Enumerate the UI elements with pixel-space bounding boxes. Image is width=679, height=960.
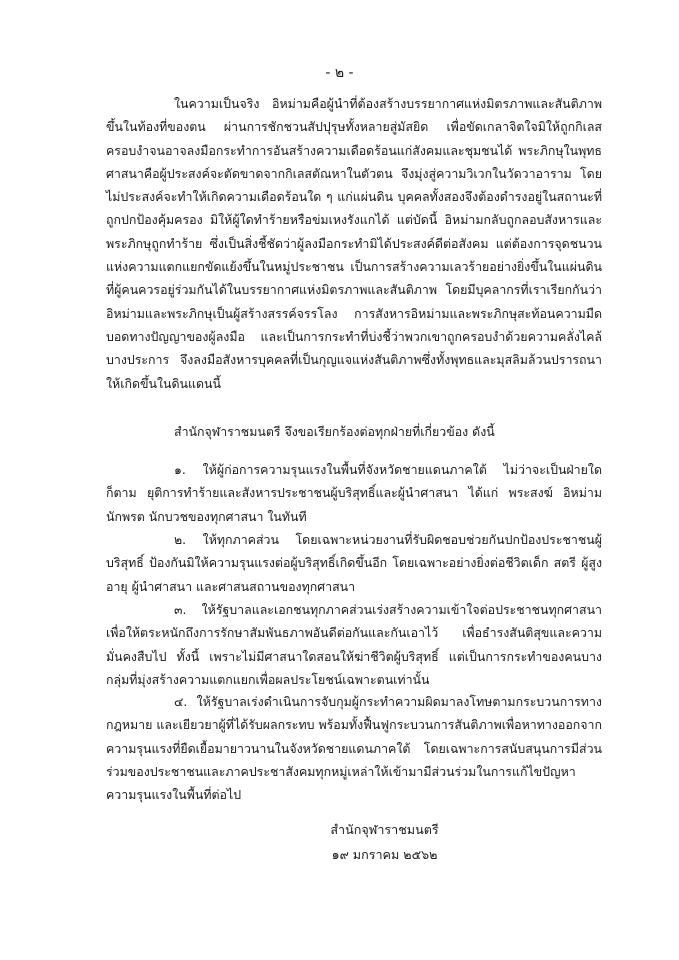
demand-item-4: ๔. ให้รัฐบาลเร่งดำเนินการจับกุมผู้กระทำความผิดมาลงโทษตามกระบวนการทางกฎหมาย และเยียวยาผู้ที่ได้รับผลกระทบ พร้อมทั้งฟื้นฟูกระบวนการสันติภาพเพื่อหาทางออกจากความรุนแรงที่ยืดเยื้อมายาวนานในจังหวัดชายแดนภาคใต้ โดยเฉพาะการสนับสนุนการมีส่วนร่วมของประชาชนและภาคประชาสังคมทุกหมู่เหล่าให้เข้ามามีส่วนร่วมในการแก้ไขปัญหาความรุนแรงในพื้นที่ต่อไป (106, 694, 602, 803)
demand-item-2: ๒. ให้ทุกภาคส่วน โดยเฉพาะหน่วยงานที่รับผิดชอบช่วยกันปกป้องประชาชนผู้บริสุทธิ์ ป้องกันมิให้ความรุนแรงต่อผู้บริสุทธิ์เกิดขึ้นอีก โดยเฉพาะอย่างยิ่งต่อชีวิตเด็ก สตรี ผู้สูงอายุ ผู้นำศาสนา และศาสนสถานของทุกศาสนา (106, 532, 602, 594)
call-section (106, 420, 602, 443)
signature-org: สำนักจุฬาราชมนตรี (330, 822, 439, 837)
intro-paragraph: ในความเป็นจริง อิหม่ามคือผู้นำที่ต้องสร้างบรรยากาศแห่งมิตรภาพและสันติภาพขึ้นในท้องที่ของตน ผ่านการชักชวนสัปปุรุษทั้งหลายสู่มัสยิด เพื่อขัดเกลาจิตใจมิให้ถูกกิเลสครอบงำจนอาจลงมือกระทำการอันสร้างความเดือดร้อนแก่สังคมและชุมชนได้ พระภิกษุในพุทธศาสนาคือผู้ประสงค์จะตัดขาดจากกิเลสตัณหาในตัวตน จึงมุ่งสู่ความวิเวกในวัดวาอาราม โดยไม่ประสงค์จะทำให้เกิดความเดือดร้อนใด ๆ แก่แผ่นดิน บุคคลทั้งสองจึงต้องดำรงอยู่ในสถานะที่ถูกปกป้องคุ้มครอง มิให้ผู้ใดทำร้ายหรือข่มเหงรังแกได้ แต่บัดนี้ อิหม่ามกลับถูกลอบสังหารและพระภิกษุถูกทำร้าย ซึ่งเป็นสิ่งชี้ชัดว่าผู้ลงมือกระทำมิได้ประสงค์ดีต่อสังคม แต่ต้องการจุดชนวนแห่งความแตกแยกขัดแย้งขึ้นในหมู่ประชาชน เป็นการสร้างความเลวร้ายอย่างยิ่งขึ้นในแผ่นดินที่ผู้คนควรอยู่ร่วมกันได้ในบรรยากาศแห่งมิตรภาพและสันติภาพ โดยมีบุคลากรที่เราเรียกกันว่า อิหม่ามและพระภิกษุเป็นผู้สร้างสรรค์จรรโลง การสังหารอิหม่ามและพระภิกษุสะท้อนความมืดบอดทางปัญญาของผู้ลงมือ และเป็นการกระทำที่บ่งชี้ว่าพวกเขาถูกครอบงำด้วยความคลั่งไคล้บางประการ จึงลงมือสังหารบุคคลที่เป็นกุญแจแห่งสันติภาพซึ่งทั้งพุทธและมุสลิมล้วนปรารถนาให้เกิดขึ้นในดินแดนนี้ (106, 96, 602, 391)
demand-item-1: ๑. ให้ผู้ก่อการความรุนแรงในพื้นที่จังหวัดชายแดนภาคใต้ ไม่ว่าจะเป็นฝ่ายใดก็ตาม ยุติการทำร้ายและสังหารประชาชนผู้บริสุทธิ์และผู้นำศาสนา ได้แก่ พระสงฆ์ อิหม่าม นักพรต นักบวชของทุกศาสนา ในทันที (106, 462, 602, 524)
call-paragraph: สำนักจุฬาราชมนตรี จึงขอเรียกร้องต่อทุกฝ่ายที่เกี่ยวข้อง ดังนี้ (174, 424, 495, 439)
signature-date: ๑๙ มกราคม ๒๕๖๒ (331, 847, 438, 862)
page-number: - ๒ - (325, 65, 354, 81)
body-text (106, 92, 602, 395)
demand-item-3: ๓. ให้รัฐบาลและเอกชนทุกภาคส่วนเร่งสร้างความเข้าใจต่อประชาชนทุกศาสนา เพื่อให้ตระหนักถึงการรักษาสัมพันธภาพอันดีต่อกันและกันเอาไว้ เพื่อธำรงสันติสุขและความมั่นคงสืบไป ทั้งนี้ เพราะไม่มีศาสนาใดสอนให้ฆ่าชีวิตผู้บริสุทธิ์ แต่เป็นการกระทำของคนบางกลุ่มที่มุ่งสร้างความแตกแยกเพื่อผลประโยชน์เฉพาะตนเท่านั้น (106, 602, 602, 687)
